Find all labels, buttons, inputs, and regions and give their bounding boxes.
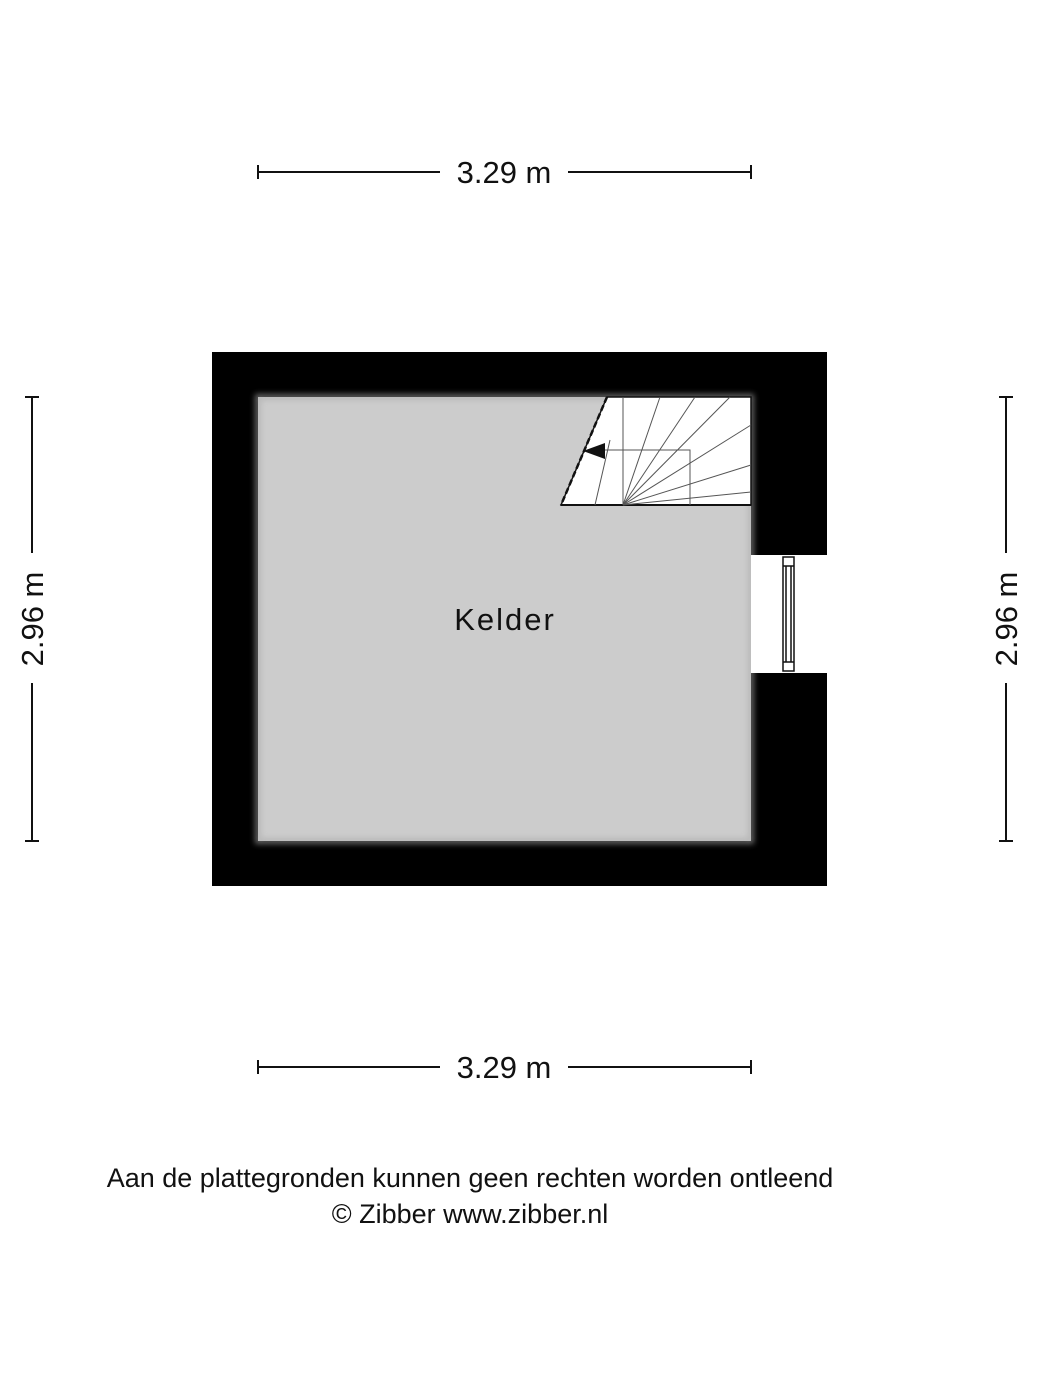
left-dimension xyxy=(15,397,50,841)
bottom-dimension xyxy=(258,1050,751,1085)
left-dimension-label: 2.96 m xyxy=(15,571,50,667)
bottom-dimension-label: 3.29 m xyxy=(456,1050,552,1085)
copyright-text: © Zibber www.zibber.nl xyxy=(331,1199,609,1229)
top-dimension xyxy=(258,155,751,190)
top-dimension-label: 3.29 m xyxy=(456,155,552,190)
room-label: Kelder xyxy=(454,602,556,637)
right-dimension xyxy=(989,397,1024,841)
disclaimer-text: Aan de plattegronden kunnen geen rechten worden ontleend xyxy=(106,1163,834,1193)
window xyxy=(751,555,827,673)
right-dimension-label: 2.96 m xyxy=(989,571,1024,667)
